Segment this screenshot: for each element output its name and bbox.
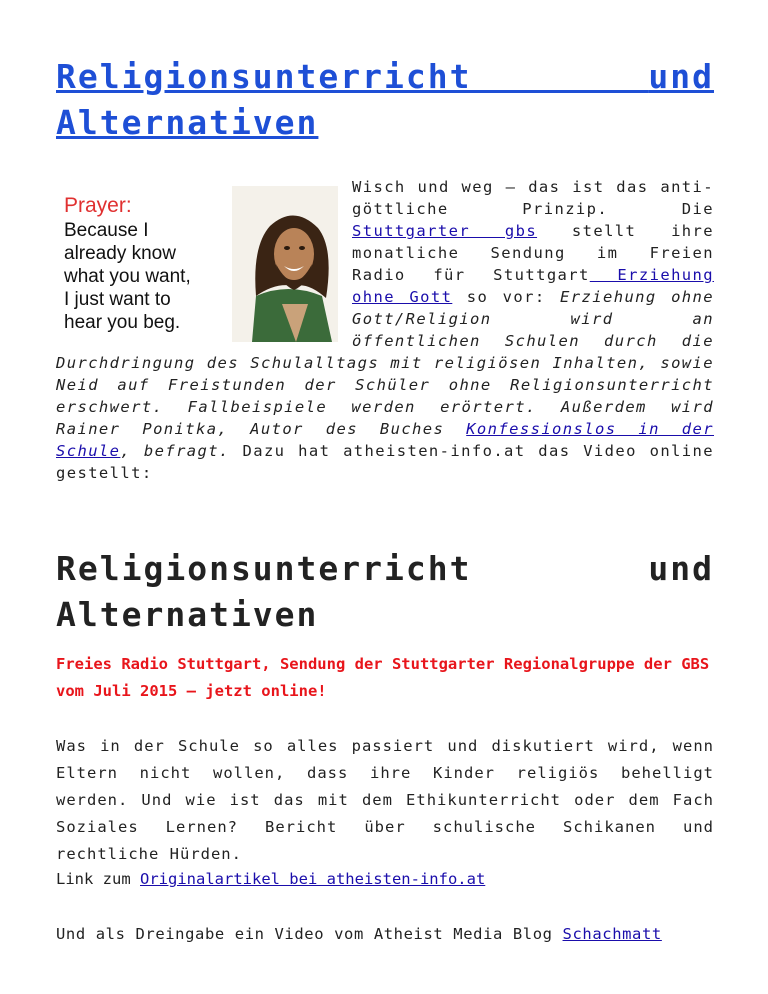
konfessionslos-link[interactable]: Konfessionslos in der Schule [56, 420, 714, 460]
schachmatt-link[interactable]: Schachmatt [562, 925, 662, 943]
section-heading: Religionsunterricht und Alternativen [56, 549, 714, 634]
meme-line: hear you beg. [64, 312, 181, 333]
erziehung-ohne-gott-link[interactable]: Erziehung ohne Gott [352, 266, 714, 306]
intro-paragraph: Wisch und weg – das ist das anti-göttliche Prinzip. Die Stuttgarter gbs stellt ihre monatliche Sendung im Freien Radio für Stuttgart Erziehung ohne Gott so vor: Erziehung ohne Gott/Religion wird an öffentlichen Schulen durch die Durchdringung des Schulalltags mit religiösen Inhalten, sowie Neid auf Freistunden der Schüler ohne Religionsunterricht erschwert. Fallbeispiele werden erörtert. Außerdem wird Rainer Ponitka, Autor des Buches Konfessionslos in der Schule, befragt. Dazu hat atheisten-info.at das Video online gestellt: [56, 178, 715, 482]
original-article-link[interactable]: Originalartikel bei atheisten-info.at [140, 870, 486, 888]
meme-line: Because I [64, 220, 149, 241]
body-paragraph: Was in der Schule so alles passiert und diskutiert wird, wenn Eltern nicht wollen, dass ihre Kinder religiös behelligt werden. Und wie ist das mit dem Ethikunterricht oder dem Fach Soziales Lernen? Bericht über schulische Schikanen und rechtliche Hürden. [56, 737, 714, 863]
meme-line: what you want, [64, 266, 191, 287]
post-title-link[interactable]: Religionsunterricht und Alternativen [56, 57, 714, 142]
meme-line: already know [64, 243, 176, 264]
stuttgarter-gbs-link[interactable]: Stuttgarter gbs [352, 222, 538, 240]
red-subheading: Freies Radio Stuttgart, Sendung der Stuttgarter Regionalgruppe der GBS vom Juli 2015 – jetzt online! [56, 655, 710, 700]
post-title [56, 54, 714, 146]
bonus-video-line: Und als Dreingabe ein Video vom Atheist Media Blog Schachmatt [56, 925, 662, 943]
prayer-heading: Prayer: [64, 194, 132, 217]
original-article-line: Link zum Originalartikel bei atheisten-info.at [56, 870, 486, 888]
image-float-spacer [56, 176, 352, 338]
meme-line: I just want to [64, 289, 171, 310]
